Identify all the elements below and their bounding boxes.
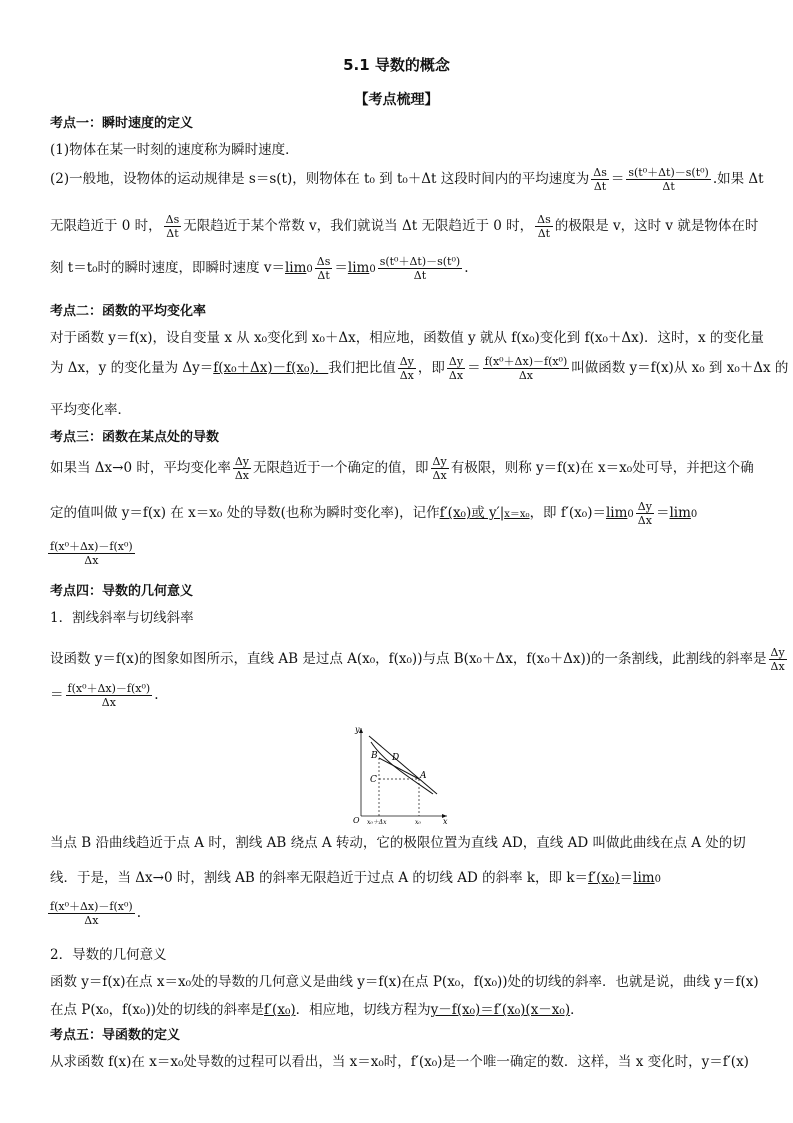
y-axis-label: y bbox=[355, 725, 360, 734]
s4-sub1: 1．割线斜率与切线斜率 bbox=[50, 610, 194, 626]
section-5-heading: 考点五：导函数的定义 bbox=[50, 1028, 181, 1043]
section-1-heading: 考点一：瞬时速度的定义 bbox=[50, 116, 194, 131]
s4-line5: 函数 y＝f(x)在点 x＝x₀处的导数的几何意义是曲线 y＝f(x)在点 P(x₀，f(x₀))处的切线的斜率．也就是说，曲线 y＝f(x) bbox=[50, 974, 759, 990]
point-b-label: B bbox=[371, 751, 378, 761]
s4-line4: 线．于是，当 Δx→0 时，割线 AB 的斜率无限趋近于过点 A 的切线 AD 的斜率 k，即 k＝f′(x₀)＝lim0 bbox=[50, 870, 661, 886]
s4-line3: 当点 B 沿曲线趋近于点 A 时，割线 AB 绕点 A 转动，它的极限位置为直线 AD，直线 AD 叫做此曲线在点 A 处的切 bbox=[50, 835, 746, 851]
fraction: $\frac{\text{s(t⁰＋Δt)－s(t⁰)}}{\Delta t}$ bbox=[628, 166, 709, 193]
x0-dx-label: x₀＋Δx bbox=[367, 819, 387, 824]
s4-sub2: 2．导数的几何意义 bbox=[50, 947, 167, 963]
s2-line1: 对于函数 y＝f(x)，设自变量 x 从 x₀变化到 x₀＋Δx，相应地，函数值 y 就从 f(x₀)变化到 f(x₀＋Δx)．这时，x 的变化量 bbox=[50, 330, 764, 346]
s4-line1: 设函数 y＝f(x)的图象如图所示，直线 AB 是过点 A(x₀，f(x₀))与点 B(x₀＋Δx，f(x₀＋Δx))的一条割线，此割线的斜率是 $\frac{\Delta y}{\Delta x}$ bbox=[50, 646, 785, 673]
s5-line1: 从求函数 f(x)在 x＝x₀处导数的过程可以看出，当 x＝x₀时，f′(x₀)是一个唯一确定的数．这样，当 x 变化时，y＝f′(x) bbox=[50, 1054, 749, 1070]
section-4-heading: 考点四：导数的几何意义 bbox=[50, 584, 194, 599]
s2-line2: 为 Δx，y 的变化量为 Δy＝f(x₀＋Δx)－f(x₀)．我们把比值 $\frac{\Delta y}{\Delta x}$ ，即 $\frac{\Delta y}{\Delta x}$ ＝ $\frac{\text{f(x⁰＋Δx)－f(x⁰)}}{\Delta x}$ 叫做函数 y＝f(x)从 x₀ 到 x₀＋Δx 的 bbox=[50, 355, 789, 382]
s1-line3: 无限趋近于 0 时， $\frac{\Delta s}{\Delta t}$ 无限趋近于某个常数 v，我们就说当 Δt 无限趋近于 0 时， $\frac{\Delta s}{\Delta t}$ 的极限是 v，这时 v 就是物体在时 bbox=[50, 213, 759, 240]
page-title: 5.1 导数的概念 bbox=[343, 56, 450, 74]
s4-line6: 在点 P(x₀，f(x₀))处的切线的斜率是f′(x₀)．相应地，切线方程为y－f(x₀)＝f′(x₀)(x－x₀)． bbox=[50, 1002, 584, 1018]
point-a-label: A bbox=[420, 771, 427, 781]
s3-line1: 如果当 Δx→0 时，平均变化率 $\frac{\Delta y}{\Delta x}$ 无限趋近于一个确定的值，即 $\frac{\Delta y}{\Delta x}$ 有极限，则称 y＝f(x)在 x＝x₀处可导，并把这个确 bbox=[50, 455, 754, 482]
s4-line2: ＝ $\frac{\text{f(x⁰＋Δx)－f(x⁰)}}{\Delta x}$ . bbox=[50, 682, 159, 709]
fraction: $\frac{\Delta s}{\Delta t}$ bbox=[593, 166, 607, 193]
s4-line4b: $\frac{\text{f(x⁰＋Δx)－f(x⁰)}}{\Delta x}$ . bbox=[50, 900, 141, 927]
section-2-heading: 考点二：函数的平均变化率 bbox=[50, 304, 207, 319]
s1-line4: 刻 t＝t₀时的瞬时速度，即瞬时速度 v＝lim0 $\frac{\Delta s}{\Delta t}$ ＝lim0 $\frac{\text{s(t⁰＋Δt)－s(t⁰)}}{\Delta t}$ . bbox=[50, 255, 469, 282]
x-axis-label: x bbox=[443, 817, 448, 824]
s3-line2: 定的值叫做 y＝f(x) 在 x＝x₀ 处的导数(也称为瞬时变化率)，记作f′(x₀)或 y′|x＝x₀，即 f′(x₀)＝lim0 $\frac{\Delta y}{\Delta x}$ ＝lim0 bbox=[50, 500, 698, 527]
s2-line3: 平均变化率． bbox=[50, 402, 131, 418]
x0-label: x₀ bbox=[415, 819, 421, 824]
point-c-label: C bbox=[370, 775, 377, 785]
point-d-label: D bbox=[392, 753, 400, 763]
origin-label: O bbox=[353, 816, 360, 824]
tangent-secant-figure bbox=[349, 722, 449, 824]
s1-line1: (1)物体在某一时刻的速度称为瞬时速度． bbox=[50, 142, 299, 158]
s1-line2: (2)一般地，设物体的运动规律是 s＝s(t)，则物体在 t₀ 到 t₀＋Δt 这段时间内的平均速度为 $\frac{\Delta s}{\Delta t}$ ＝ $\frac{\text{s(t⁰＋Δt)－s(t⁰)}}{\Delta t}$ .如果 Δt bbox=[50, 166, 764, 193]
page-subtitle: 【考点梳理】 bbox=[354, 92, 439, 108]
s3-line3: $\frac{\text{f(x⁰＋Δx)－f(x⁰)}}{\Delta x}$ bbox=[50, 540, 133, 567]
section-3-heading: 考点三：函数在某点处的导数 bbox=[50, 430, 220, 445]
